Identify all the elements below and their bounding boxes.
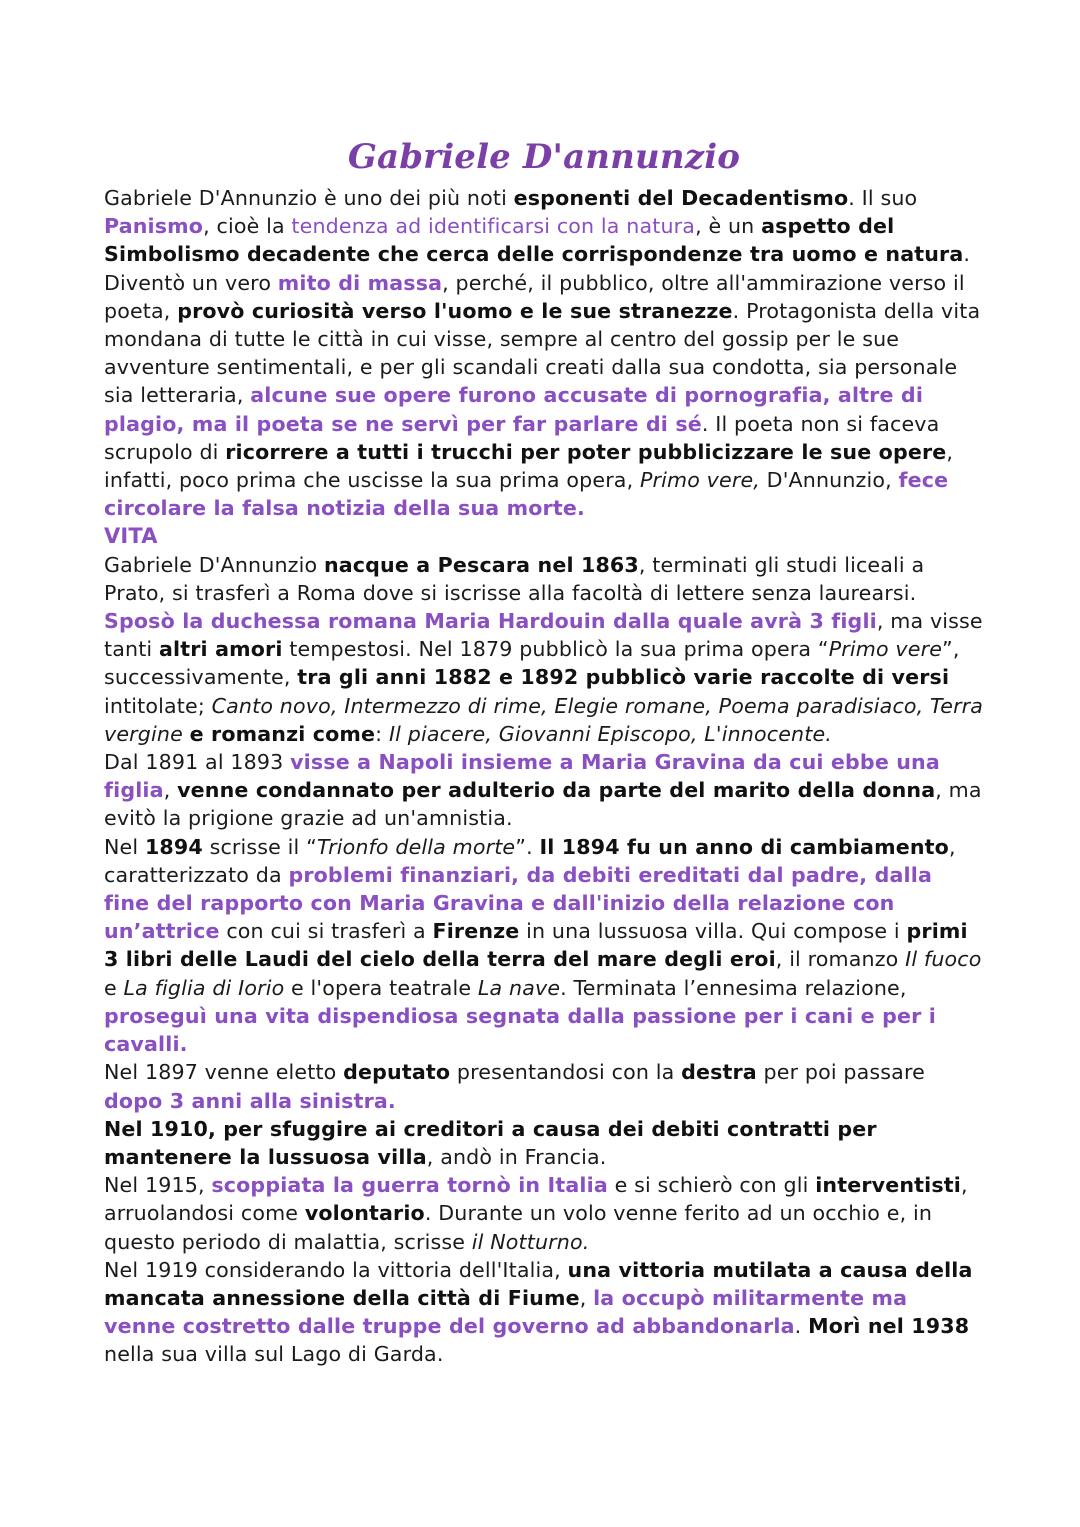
page-title: Gabriele D'annunzio [347, 137, 741, 177]
vita-paragraph-5 [104, 1115, 984, 1171]
text-span [183, 722, 190, 746]
text-span: ”. [515, 834, 540, 859]
text-span: D'Annunzio, [759, 468, 899, 493]
text-span: . Il suo [848, 186, 918, 210]
bold-span: deputato [343, 1060, 451, 1085]
text-span: con cui si trasferì a [219, 919, 433, 944]
purple-span: tendenza ad identificarsi con la natura [291, 214, 696, 239]
text-span: presentandosi con la [450, 1060, 682, 1085]
highlight-span: proseguì una vita dispendiosa segnata dalla passione per i cani e per i cavalli. [104, 1003, 936, 1057]
highlight-span: la occupò militarmente ma venne costretto dalle truppe del governo ad abbandonarla [104, 1285, 908, 1339]
text-span: , il romanzo [775, 947, 906, 972]
text-span: , cioè la [203, 214, 292, 239]
italic-span: Il fuoco [905, 947, 982, 972]
highlight-span: problemi finanziari, da debiti ereditati dal padre, dalla fine del rapporto con Maria Gravina e dall'inizio della relazione con un’attrice [104, 862, 932, 944]
bold-span: e romanzi come [189, 721, 376, 746]
text-span: . Durante un volo venne ferito ad un occhio e, in questo periodo di malattia, scrisse [104, 1201, 933, 1254]
text-span: . [794, 1314, 809, 1339]
vita-paragraph-7 [104, 1256, 984, 1369]
italic-span: Primo vere [828, 637, 943, 662]
text-span: in una lussuosa villa. Qui compose i [519, 919, 907, 944]
italic-span: Trionfo della morte [316, 834, 516, 859]
highlight-span: visse a Napoli insieme a Maria Gravina da cui ebbe una figlia [104, 750, 940, 803]
text-span: , caratterizzato da [104, 834, 956, 887]
italic-span: La figlia di Iorio [123, 975, 285, 1000]
text-span: e [104, 975, 124, 1000]
text-span: . Il poeta non si faceva scrupolo di [104, 411, 940, 464]
bold-span: destra [681, 1060, 757, 1085]
text-span: , arruolandosi come [104, 1173, 968, 1226]
italic-span: Canto novo, Intermezzo di rime, Elegie romane, Poema paradisiaco, Terra vergine [104, 693, 984, 746]
text-span: Gabriele D'Annunzio è uno dei più noti [104, 186, 514, 210]
highlight-span: Sposò la duchessa romana Maria Hardouin dalla quale avrà 3 figli [104, 609, 877, 634]
text-span: intitolate; [104, 693, 212, 718]
vita-paragraph-1 [104, 551, 984, 748]
text-span: Dal 1891 al 1893 [104, 750, 291, 775]
vita-paragraph-3 [104, 833, 984, 1059]
bold-span: venne condannato per adulterio da parte del marito della donna [177, 778, 936, 803]
text-span: , ma evitò la prigione grazie ad un'amnistia. [104, 778, 982, 831]
bold-span: Morì nel 1938 [808, 1314, 970, 1339]
italic-span: La nave [477, 975, 561, 1000]
text-span: , ma visse tanti [104, 609, 983, 662]
text-span: : [375, 721, 389, 746]
highlight-span: dopo 3 anni alla sinistra. [104, 1088, 396, 1113]
bold-span: volontario [304, 1201, 425, 1226]
bold-span: ricorrere a tutti i trucchi per poter pubblicizzare le sue opere [225, 439, 947, 464]
text-span: e si schierò con gli [607, 1173, 816, 1198]
bold-span: tra gli anni 1882 e 1892 pubblicò varie raccolte di versi [297, 665, 950, 690]
vita-paragraph-2 [104, 748, 984, 833]
text-span: . Terminata l’ennesima relazione, [560, 975, 907, 1000]
bold-span: interventisti [815, 1173, 961, 1198]
text-span: ”, successivamente, [104, 637, 960, 690]
bold-span: Nel 1910, per sfuggire ai creditori a causa dei debiti contratti per mantenere la lussuosa villa [104, 1116, 877, 1169]
text-span: Nel 1919 considerando la vittoria dell'Italia, [104, 1257, 568, 1282]
document-page [104, 134, 984, 1369]
text-span: Nel [104, 834, 145, 859]
highlight-span: fece circolare la falsa notizia della sua morte. [104, 468, 949, 521]
text-span: , andò in Francia. [426, 1144, 607, 1169]
bold-span: altri amori [159, 637, 283, 662]
bold-span: Il 1894 fu un anno di cambiamento [539, 834, 949, 859]
bold-span: primi 3 libri delle Laudi del cielo della terra del mare degli eroi [104, 919, 968, 972]
text-span: Nel 1915, [104, 1173, 212, 1198]
bold-span: provò curiosità verso l'uomo e le sue stranezze [177, 298, 733, 323]
intro-paragraph [104, 184, 984, 522]
text-span: , infatti, poco prima che uscisse la sua prima opera, [104, 439, 954, 493]
highlight-span: mito di massa [277, 270, 443, 295]
highlight-span: scoppiata la guerra tornò in Italia [211, 1173, 608, 1198]
text-span: , terminati gli studi liceali a Prato, si trasferì a Roma dove si iscrisse alla facoltà di lettere senza laurearsi. [104, 552, 925, 605]
text-span: nella sua villa sul Lago di Garda. [104, 1342, 444, 1367]
bold-span: esponenti del Decadentismo [513, 186, 849, 210]
text-span: . Diventò un vero [104, 242, 971, 295]
text-span: , perché, il pubblico, oltre all'ammirazione verso il poeta, [104, 270, 965, 323]
text-span: tempestosi. Nel 1879 pubblicò la sua prima opera “ [282, 637, 829, 662]
text-span: e l'opera teatrale [284, 975, 478, 1000]
vita-paragraph-4 [104, 1058, 984, 1114]
text-span: per poi passare [756, 1060, 925, 1085]
bold-span: 1894 [144, 834, 203, 859]
bold-span: nacque a Pescara nel 1863 [323, 552, 639, 577]
text-span: , [163, 778, 178, 803]
vita-paragraph-6 [104, 1171, 984, 1256]
text-span: , è un [695, 214, 762, 239]
text-span: , [579, 1285, 594, 1310]
italic-span: Il piacere, Giovanni Episcopo, L'innocente. [388, 721, 832, 746]
italic-span: il Notturno. [471, 1229, 590, 1254]
section-heading-vita: VITA [104, 524, 158, 549]
text-span: . Protagonista della vita mondana di tutte le città in cui visse, sempre al centro del gossip per le sue avventure sentimentali, e per gli scandali creati dalla sua condotta, sia personale sia letteraria, [104, 298, 981, 408]
highlight-span: Panismo [104, 214, 204, 239]
bold-span: Firenze [432, 919, 520, 944]
bold-span: una vittoria mutilata a causa della mancata annessione della città di Fiume [104, 1257, 973, 1310]
text-span: scrisse il “ [202, 834, 317, 859]
text-span: Gabriele D'Annunzio [104, 552, 324, 577]
text-span: Nel 1897 venne eletto [104, 1060, 344, 1085]
bold-span: aspetto del Simbolismo decadente che cerca delle corrispondenze tra uomo e natura [104, 214, 964, 267]
highlight-span: alcune sue opere furono accusate di pornografia, altre di plagio, ma il poeta se ne servì per far parlare di sé [104, 383, 924, 436]
italic-span: Primo vere, [639, 468, 760, 493]
